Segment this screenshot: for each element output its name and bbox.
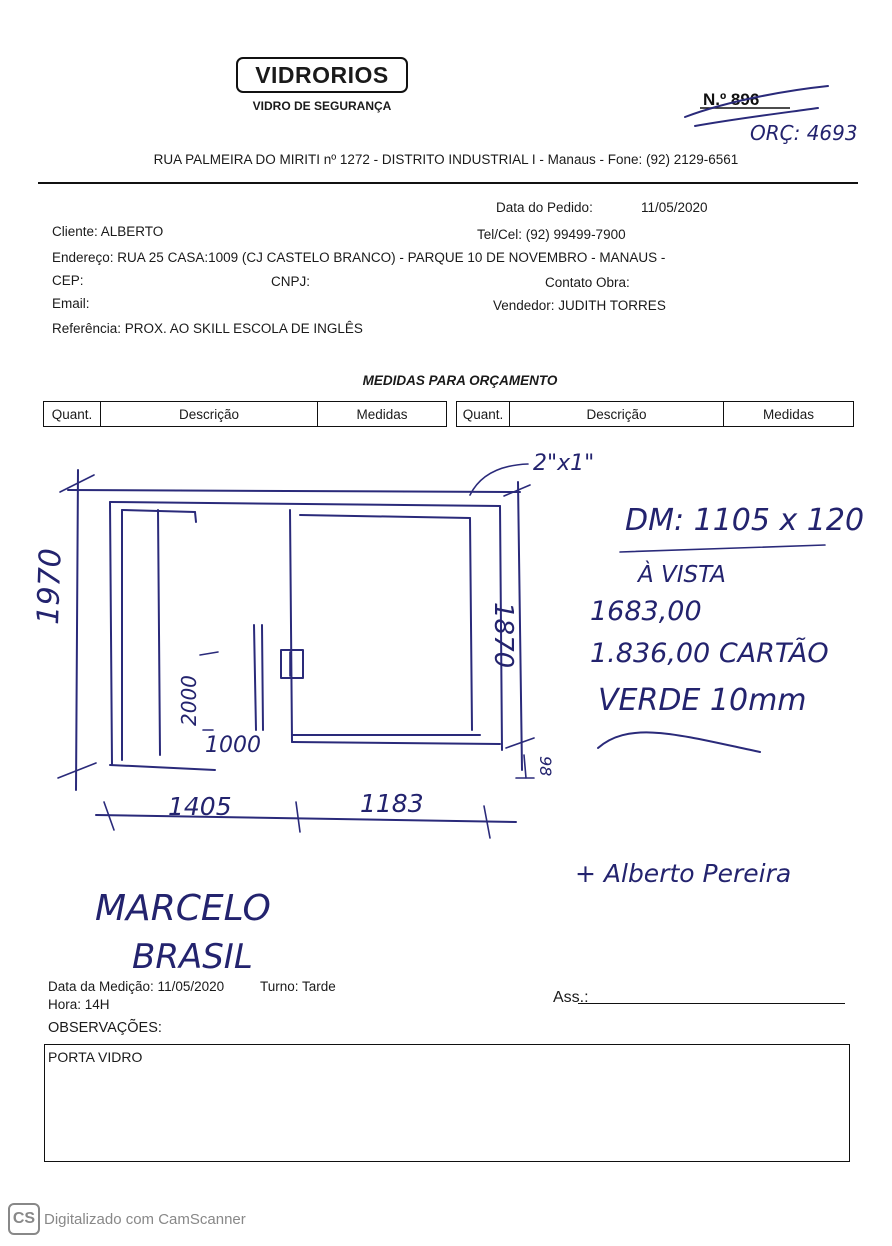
client-signature: + Alberto Pereira: [575, 859, 792, 888]
site-contact-label: Contato Obra:: [545, 275, 630, 290]
measurer-signature-line2: BRASIL: [132, 937, 253, 977]
reference: Referência: PROX. AO SKILL ESCOLA DE INGLÊS: [52, 321, 363, 336]
dim-bottom-right: 1183: [360, 789, 424, 818]
col-measures: Medidas: [356, 406, 408, 422]
cep-label: CEP:: [52, 273, 84, 288]
note-glass-type: VERDE 10mm: [598, 683, 807, 718]
header-divider: [38, 182, 858, 184]
seller: Vendedor: JUDITH TORRES: [493, 298, 666, 313]
dim-height-right: 1870: [488, 602, 518, 669]
measurements-table-left: [43, 401, 447, 427]
dim-gap: 98: [536, 756, 555, 777]
dim-small-vertical: 2000: [177, 675, 201, 726]
signature-line: [578, 1003, 845, 1004]
note-price-card: 1.836,00 CARTÃO: [590, 638, 829, 669]
col-quantity: Quant.: [44, 402, 101, 426]
camscanner-logo: CS: [8, 1203, 40, 1235]
company-logo: VIDRORIOS: [236, 57, 408, 93]
scanner-watermark: [8, 1203, 246, 1235]
scanner-caption: Digitalizado com CamScanner: [44, 1210, 246, 1228]
order-date: 11/05/2020: [641, 200, 708, 215]
note-dimensions: DM: 1105 x 120: [625, 503, 865, 538]
dim-height-left: 1970: [31, 547, 69, 626]
client-name: Cliente: ALBERTO: [52, 224, 164, 239]
observations-box: [44, 1044, 850, 1162]
col-description: Descrição: [101, 402, 318, 426]
client-phone: Tel/Cel: (92) 99499-7900: [477, 227, 626, 242]
company-tagline: VIDRO DE SEGURANÇA: [252, 99, 392, 113]
order-number-area: [0, 0, 892, 200]
client-address: Endereço: RUA 25 CASA:1009 (CJ CASTELO BRANCO) - PARQUE 10 DE NOVEMBRO - MANAUS -: [52, 250, 666, 265]
col-quantity: Quant.: [457, 402, 510, 426]
measurements-title: MEDIDAS PARA ORÇAMENTO: [362, 373, 558, 388]
door-sketch: [0, 430, 892, 980]
observations-label: OBSERVAÇÕES:: [48, 1020, 162, 1036]
order-date-label: Data do Pedido:: [496, 200, 593, 215]
profile-note: 2"x1": [533, 451, 595, 476]
dim-inner: 1000: [205, 733, 261, 758]
col-measures: Medidas: [762, 406, 815, 422]
measure-shift: Turno: Tarde: [260, 979, 336, 994]
orc-handwritten: ORÇ: 4693: [750, 121, 858, 145]
note-price-cash: 1683,00: [590, 596, 702, 627]
dim-bottom-left: 1405: [168, 792, 232, 821]
measurer-signature-line1: MARCELO: [95, 888, 271, 929]
note-payment-cash: À VISTA: [638, 562, 726, 588]
measurements-table-right: [456, 401, 854, 427]
cnpj-label: CNPJ:: [271, 274, 311, 289]
company-address: RUA PALMEIRA DO MIRITI nº 1272 - DISTRITO INDUSTRIAL I - Manaus - Fone: (92) 2129-6561: [153, 152, 739, 167]
signature-label: Ass.:: [553, 989, 589, 1006]
measure-date: Data da Medição: 11/05/2020: [48, 979, 225, 994]
observations-text: PORTA VIDRO: [48, 1049, 143, 1065]
measure-time: Hora: 14H: [48, 997, 110, 1012]
email-label: Email:: [52, 296, 90, 311]
col-description: Descrição: [510, 402, 724, 426]
order-number: N.º 896: [703, 90, 760, 109]
